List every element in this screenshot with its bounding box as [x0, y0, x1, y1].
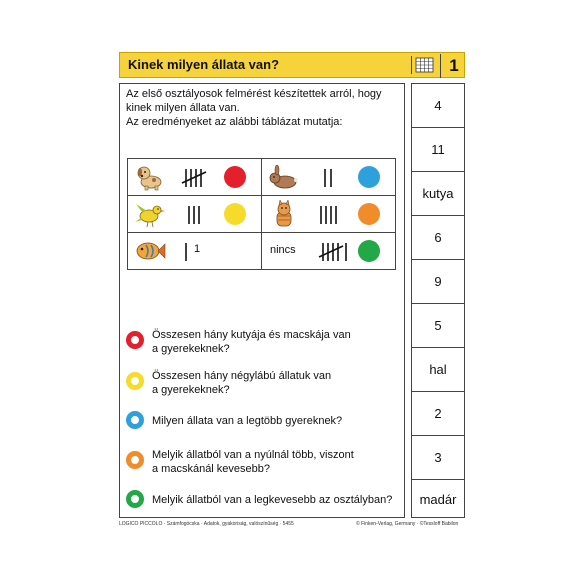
question-line: Összesen hány négylábú állatuk van	[152, 370, 332, 382]
footer-right: © Finken-Verlag, Germany · ©Tessloff Babilon	[356, 521, 459, 527]
answer-cell: 6	[412, 216, 464, 260]
answer-column	[411, 83, 465, 518]
table-cell-fish	[128, 233, 262, 270]
tally-marks	[316, 241, 350, 263]
color-dot-blue	[358, 166, 380, 188]
fish-count: 1	[194, 243, 201, 255]
question-line: a gyerekeknek?	[152, 343, 230, 355]
card-header	[119, 52, 465, 78]
ring-marker-orange	[126, 451, 144, 469]
cat-icon	[268, 200, 300, 228]
intro-line: Az eredményeket az alábbi táblázat mutatja:	[126, 116, 343, 128]
answer-cell: hal	[412, 348, 464, 392]
ring-marker-red	[126, 331, 144, 349]
question-line: Milyen állata van a legtöbb gyereknek?	[152, 415, 343, 427]
tally-table	[127, 158, 396, 270]
table-cell-dog	[128, 159, 262, 196]
color-dot-green	[358, 240, 380, 262]
table-row	[128, 159, 396, 196]
grid-table-icon	[411, 56, 436, 74]
answer-cell: 11	[412, 128, 464, 172]
answer-cell: 9	[412, 260, 464, 304]
answer-cell: madár	[419, 492, 457, 507]
question-line: a macskánál kevesebb?	[152, 463, 271, 475]
table-cell-cat	[262, 196, 396, 233]
ring-marker-green	[126, 490, 144, 508]
intro-text	[126, 87, 396, 129]
table-cell-none	[262, 233, 396, 270]
tally-marks	[314, 167, 344, 189]
answer-cell: 5	[412, 304, 464, 348]
table-cell-bird	[128, 196, 262, 233]
answer-cell: 4	[412, 84, 464, 128]
none-label: nincs	[270, 244, 296, 256]
intro-line: kinek milyen állata van.	[126, 102, 240, 114]
answer-cell: 2	[412, 392, 464, 436]
ring-marker-blue	[126, 411, 144, 429]
color-dot-orange	[358, 203, 380, 225]
answer-cell: kutya	[412, 172, 464, 216]
intro-line: Az első osztályosok felmérést készítettek arról, hogy	[126, 88, 382, 100]
question-line: Melyik állatból van a legkevesebb az osztályban?	[152, 494, 393, 506]
ring-marker-yellow	[126, 372, 144, 390]
bird-icon	[134, 200, 166, 228]
question-line: Melyik állatból van a nyúlnál több, viszont	[152, 449, 354, 461]
question-line: a gyerekeknek?	[152, 384, 230, 396]
tally-marks	[180, 204, 210, 226]
color-dot-yellow	[224, 203, 246, 225]
answer-cell: 3	[412, 436, 464, 480]
color-dot-red	[224, 166, 246, 188]
tally-marks	[180, 167, 210, 189]
card-title: Kinek milyen állata van?	[128, 57, 280, 72]
table-cell-rabbit	[262, 159, 396, 196]
fish-icon	[134, 237, 166, 265]
dog-icon	[134, 163, 166, 191]
rabbit-icon	[268, 163, 300, 191]
table-row	[128, 233, 396, 270]
table-row	[128, 196, 396, 233]
card-number: 1	[440, 54, 467, 78]
footer-left: LOGICO PICCOLO · Számfogócska · Adatok, gyakoriság, valószínűség · 5455	[119, 521, 294, 527]
tally-marks	[314, 204, 344, 226]
question-line: Összesen hány kutyája és macskája van	[152, 329, 351, 341]
